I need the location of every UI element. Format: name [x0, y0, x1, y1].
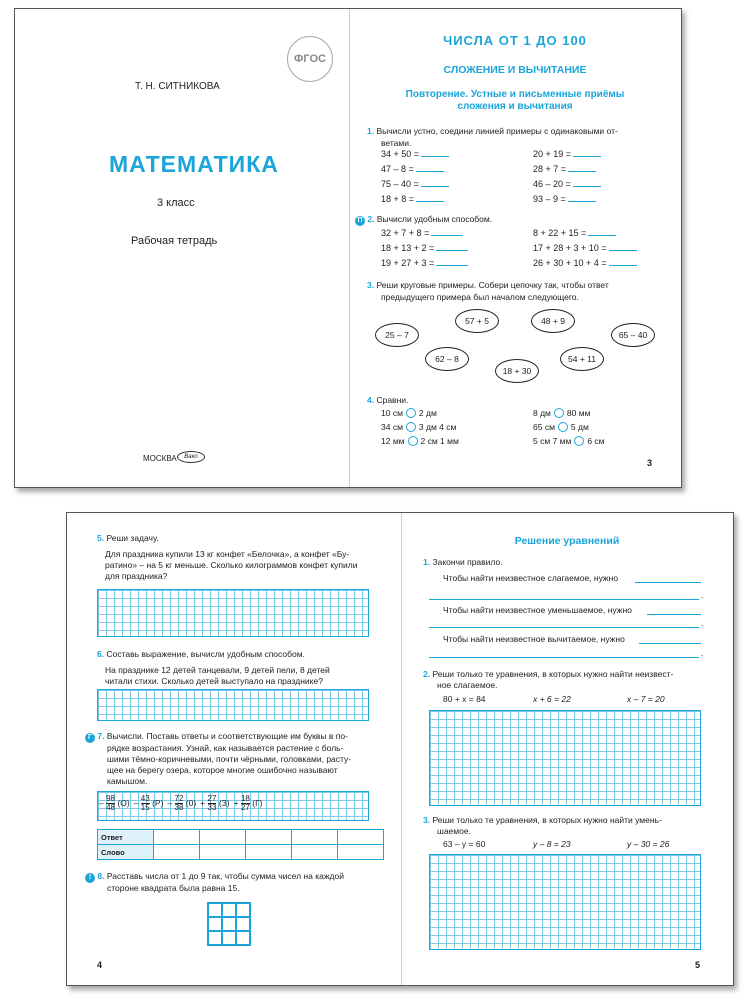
period: . [701, 618, 704, 628]
compare-circle[interactable] [408, 436, 418, 446]
op: – $\frac{98}{48}$ (О) [99, 794, 130, 812]
row-label-answer: Ответ [98, 830, 154, 845]
page-fold [349, 9, 350, 487]
page-fold [401, 513, 402, 985]
op: – $\frac{43}{15}$ (Р) [133, 794, 164, 812]
row-label-word: Слово [98, 845, 154, 860]
answer-grid[interactable] [97, 589, 369, 637]
circle-example: 25 – 7 [375, 323, 419, 347]
task8-text: ! 8. Расставь числа от 1 до 9 так, чтобы сумма чисел на каждой стороне квадрата была равна 15. [85, 871, 385, 894]
equation: y – 30 = 26 [627, 839, 670, 849]
answer-line[interactable] [429, 599, 699, 600]
example: 47 – 8 = [381, 164, 444, 174]
spread-cover-page3 [14, 8, 682, 488]
task-number: 1. [367, 126, 375, 136]
circle-example: 62 – 8 [425, 347, 469, 371]
circle-example: 18 + 30 [495, 359, 539, 383]
task1-text: 1. Вычисли устно, соедини линией примеры с одинаковыми от- ветами. [367, 126, 618, 148]
task3-text: 3. Реши круговые примеры. Собери цепочку так, чтобы ответ предыдущего примера был началом следующего. [367, 280, 609, 302]
equation: 80 + x = 84 [443, 694, 486, 704]
answer-cell[interactable] [154, 830, 200, 845]
circle-example: 54 + 11 [560, 347, 604, 371]
example: 28 + 7 = [533, 164, 596, 174]
op: – $\frac{72}{38}$ (0) [167, 794, 197, 812]
answer-grid[interactable] [97, 689, 369, 721]
task4-text: 4. Сравни. [367, 395, 409, 405]
answer-cell[interactable] [246, 830, 292, 845]
compare-circle[interactable] [406, 422, 416, 432]
badge-icon: Г [85, 733, 95, 743]
magic-square[interactable] [207, 902, 251, 946]
answer-line[interactable] [647, 614, 701, 615]
example: 75 – 40 = [381, 179, 449, 189]
period: . [701, 590, 704, 600]
word-cell[interactable] [246, 845, 292, 860]
author: Т. Н. СИТНИКОВА [135, 81, 220, 92]
section-title: СЛОЖЕНИЕ И ВЫЧИТАНИЕ [443, 64, 587, 76]
equation: x + 6 = 22 [533, 694, 571, 704]
compare-circle[interactable] [554, 408, 564, 418]
circle-example: 57 + 5 [455, 309, 499, 333]
op: + $\frac{18}{27}$ (Г) [233, 794, 263, 812]
answer-line[interactable] [429, 657, 699, 658]
period: . [701, 648, 704, 658]
example: 32 + 7 + 8 = [381, 228, 463, 238]
topic-line2: сложения и вычитания [457, 101, 573, 112]
word-cell[interactable] [154, 845, 200, 860]
answer-table [97, 829, 384, 860]
op: + $\frac{27}{33}$ (З) [200, 794, 230, 812]
equation: y – 8 = 23 [533, 839, 571, 849]
compare-item: 65 см 5 дм [533, 422, 589, 432]
answer-line[interactable] [635, 582, 701, 583]
example: 26 + 30 + 10 + 4 = [533, 258, 637, 268]
example: 8 + 22 + 15 = [533, 228, 616, 238]
example: 18 + 8 = [381, 194, 444, 204]
rule: Чтобы найти неизвестное уменьшаемое, нужно [443, 605, 632, 615]
answer-grid[interactable] [429, 854, 701, 950]
grade: 3 класс [157, 197, 195, 209]
example: 34 + 50 = [381, 149, 449, 159]
compare-circle[interactable] [406, 408, 416, 418]
example: 93 – 9 = [533, 194, 596, 204]
equation: x – 7 = 20 [627, 694, 665, 704]
task6-text: На празднике 12 детей танцевали, 9 детей пели, 8 детей читали стихи. Сколько детей выступало на празднике? [105, 665, 330, 686]
badge-icon: П [355, 216, 365, 226]
p5-task3-text: 3. Реши только те уравнения, в которых нужно найти умень- шаемое. [423, 815, 662, 836]
compare-item: 12 мм 2 см 1 мм [381, 436, 459, 446]
compare-circle[interactable] [558, 422, 568, 432]
word-cell[interactable] [338, 845, 384, 860]
p5-task1-title: 1. Закончи правило. [423, 557, 503, 567]
cover-title: МАТЕМАТИКА [109, 151, 279, 177]
task2-text: П 2. Вычисли удобным способом. [355, 213, 655, 226]
task5-text: Для праздника купили 13 кг конфет «Белочка», а конфет «Бу- ратино» – на 5 кг меньше. Сколько килограммов конфет купили для праздника? [105, 549, 358, 581]
chapter-title: ЧИСЛА ОТ 1 ДО 100 [443, 33, 587, 48]
answer-cell[interactable] [292, 830, 338, 845]
example: 19 + 27 + 3 = [381, 258, 468, 268]
word-cell[interactable] [292, 845, 338, 860]
page-number: 3 [647, 458, 653, 468]
publisher-logo: Вако [177, 451, 205, 463]
answer-grid[interactable] [429, 710, 701, 806]
task6-title: 6. Составь выражение, вычисли удобным способом. [97, 649, 305, 659]
city: МОСКВА [143, 454, 177, 463]
task7-text: Г 7. Вычисли. Поставь ответы и соответствующие им буквы в по- рядке возрастания. Узнай, как называется растение с боль- шими тёмно-коричневыми, почти чёрными, головками, расту- щее на берегу озера, которое многие ошибочно называют камышом. [85, 731, 385, 787]
column-ops [99, 795, 369, 812]
compare-item: 8 дм 80 мм [533, 408, 591, 418]
answer-line[interactable] [639, 643, 701, 644]
example: 20 + 19 = [533, 149, 601, 159]
rule: Чтобы найти неизвестное вычитаемое, нужно [443, 634, 625, 644]
example: 17 + 28 + 3 + 10 = [533, 243, 637, 253]
word-cell[interactable] [200, 845, 246, 860]
example: 18 + 13 + 2 = [381, 243, 468, 253]
compare-item: 5 см 7 мм 6 см [533, 436, 605, 446]
compare-item: 34 см 3 дм 4 см [381, 422, 457, 432]
answer-line[interactable] [429, 627, 699, 628]
circle-example: 48 + 9 [531, 309, 575, 333]
page-number: 4 [97, 960, 103, 970]
section-heading: Решение уравнений [514, 535, 620, 547]
fgos-logo: ФГОС [287, 36, 333, 82]
spread-pages-4-5 [66, 512, 734, 986]
answer-cell[interactable] [338, 830, 384, 845]
badge-icon: ! [85, 873, 95, 883]
page-number: 5 [695, 960, 701, 970]
example: 46 – 20 = [533, 179, 601, 189]
rule: Чтобы найти неизвестное слагаемое, нужно [443, 573, 619, 583]
task5-title: 5. Реши задачу. [97, 533, 159, 543]
workbook-label: Рабочая тетрадь [131, 235, 218, 247]
circle-example: 65 – 40 [611, 323, 655, 347]
topic-line1: Повторение. Устные и письменные приёмы [405, 89, 625, 100]
compare-item: 10 см 2 дм [381, 408, 437, 418]
answer-cell[interactable] [200, 830, 246, 845]
equation: 63 – y = 60 [443, 839, 486, 849]
p5-task2-text: 2. Реши только те уравнения, в которых нужно найти неизвест- ное слагаемое. [423, 669, 674, 690]
compare-circle[interactable] [574, 436, 584, 446]
